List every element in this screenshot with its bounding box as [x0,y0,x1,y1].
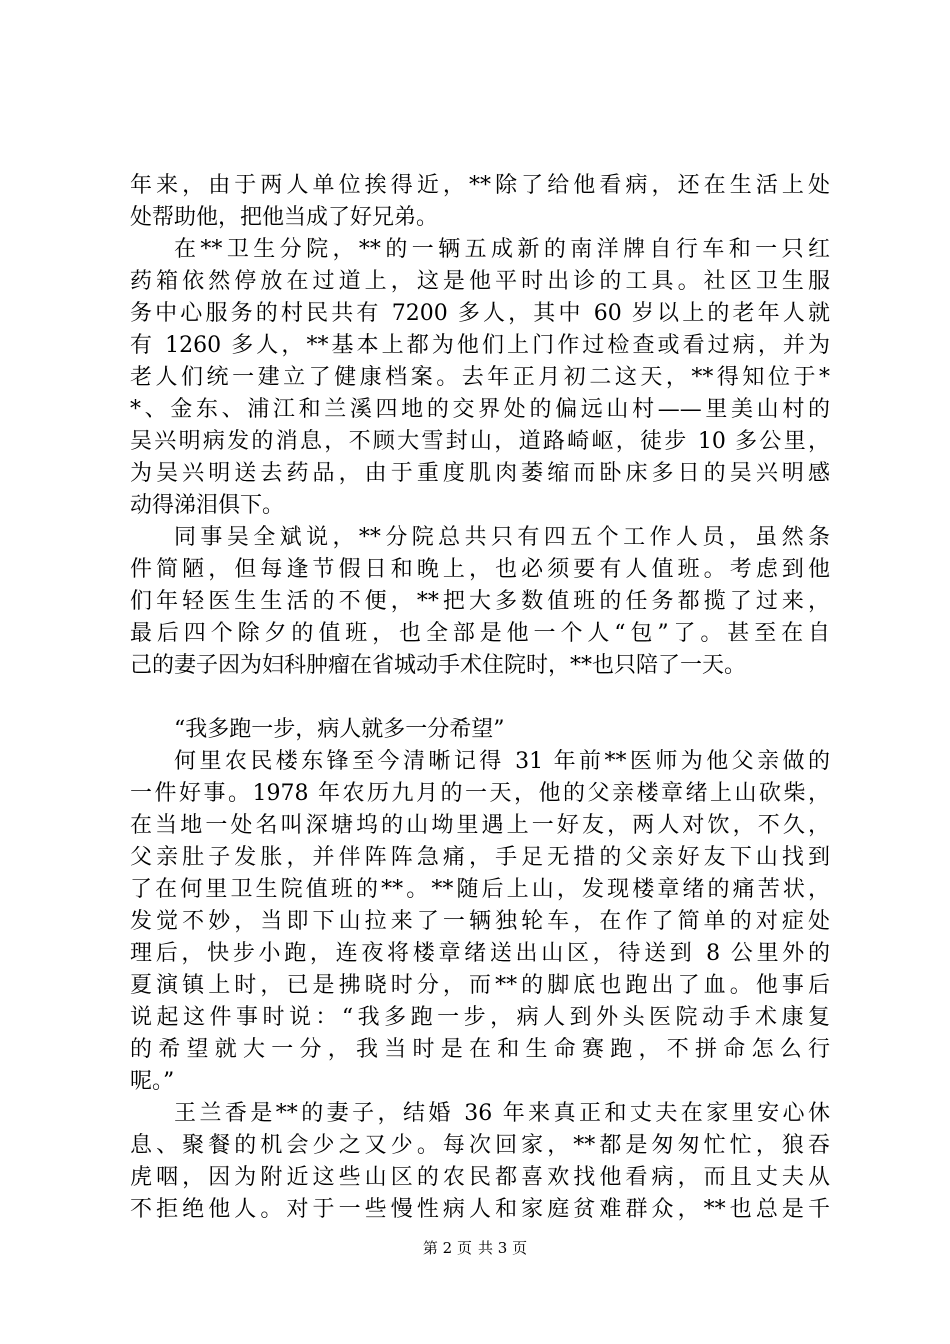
text-line: 最后四个除夕的值班，也全部是他一个人“包”了。甚至在自 [130,621,830,646]
text-line: 的希望就大一分，我当时是在和生命赛跑，不拼命怎么行 [130,1037,830,1062]
text-line: 吴兴明病发的消息，不顾大雪封山，道路崎岖，徒步 10 多公里， [130,429,830,454]
text-line: 动得涕泪俱下。 [130,493,285,518]
text-line: 务中心服务的村民共有 7200 多人，其中 60 岁以上的老年人就 [130,301,830,326]
document-body [130,170,830,1226]
text-line: *、金东、浦江和兰溪四地的交界处的偏远山村——里美山村的 [130,397,830,422]
page-footer [0,1238,950,1258]
paragraph-spacer [130,682,830,714]
text-line: 同事吴全斌说，**分院总共只有四五个工作人员，虽然条 [174,525,830,550]
text-line: 说起这件事时说：“我多跑一步，病人到外头医院动手术康复 [130,1005,830,1030]
text-line: 在当地一处名叫深塘坞的山坳里遇上一好友，两人对饮，不久， [130,813,830,838]
text-line: 己的妻子因为妇科肿瘤在省城动手术住院时，**也只陪了一天。 [130,653,747,678]
text-line: 们年轻医生生活的不便，**把大多数值班的任务都揽了过来， [130,589,830,614]
text-line: 虎咽，因为附近这些山区的农民都喜欢找他看病，而且丈夫从 [130,1165,830,1190]
text-line: 不拒绝他人。对于一些慢性病人和家庭贫难群众，**也总是千 [130,1197,830,1222]
page-number: 第 2 页 [422,1239,472,1257]
text-line: 了在何里卫生院值班的**。**随后上山，发现楼章绪的痛苦状， [130,877,830,902]
text-line: 王兰香是**的妻子，结婚 36 年来真正和丈夫在家里安心休 [174,1101,830,1126]
text-line: 呢。” [130,1069,175,1094]
text-line: 为吴兴明送去药品，由于重度肌肉萎缩而卧床多日的吴兴明感 [130,461,830,486]
text-line: 息、聚餐的机会少之又少。每次回家，**都是匆匆忙忙，狼吞 [130,1133,830,1158]
text-line: 理后，快步小跑，连夜将楼章绪送出山区，待送到 8 公里外的 [130,941,830,966]
text-line: 何里农民楼东锋至今清晰记得 31 年前**医师为他父亲做的 [174,749,830,774]
text-line: 老人们统一建立了健康档案。去年正月初二这天，**得知位于* [130,365,830,390]
text-line: 年来，由于两人单位挨得近，**除了给他看病，还在生活上处 [130,173,830,198]
text-line: 件简陋，但每逢节假日和晚上，也必须要有人值班。考虑到他 [130,557,830,582]
text-line: 夏演镇上时，已是拂晓时分，而**的脚底也跑出了血。他事后 [130,973,830,998]
text-line: 在**卫生分院，**的一辆五成新的南洋牌自行车和一只红 [174,237,830,262]
text-line: 有 1260 多人，**基本上都为他们上门作过检查或看过病，并为 [130,333,830,358]
text-line: 药箱依然停放在过道上，这是他平时出诊的工具。社区卫生服 [130,269,830,294]
text-line: 发觉不妙，当即下山拉来了一辆独轮车，在作了简单的对症处 [130,909,830,934]
section-heading: “我多跑一步，病人就多一分希望” [174,717,505,742]
page-total: 共 3 页 [478,1239,528,1257]
text-line: 处帮助他，把他当成了好兄弟。 [130,205,439,230]
text-line: 一件好事。1978 年农历九月的一天，他的父亲楼章绪上山砍柴， [130,781,830,806]
text-line: 父亲肚子发胀，并伴阵阵急痛，手足无措的父亲好友下山找到 [130,845,830,870]
